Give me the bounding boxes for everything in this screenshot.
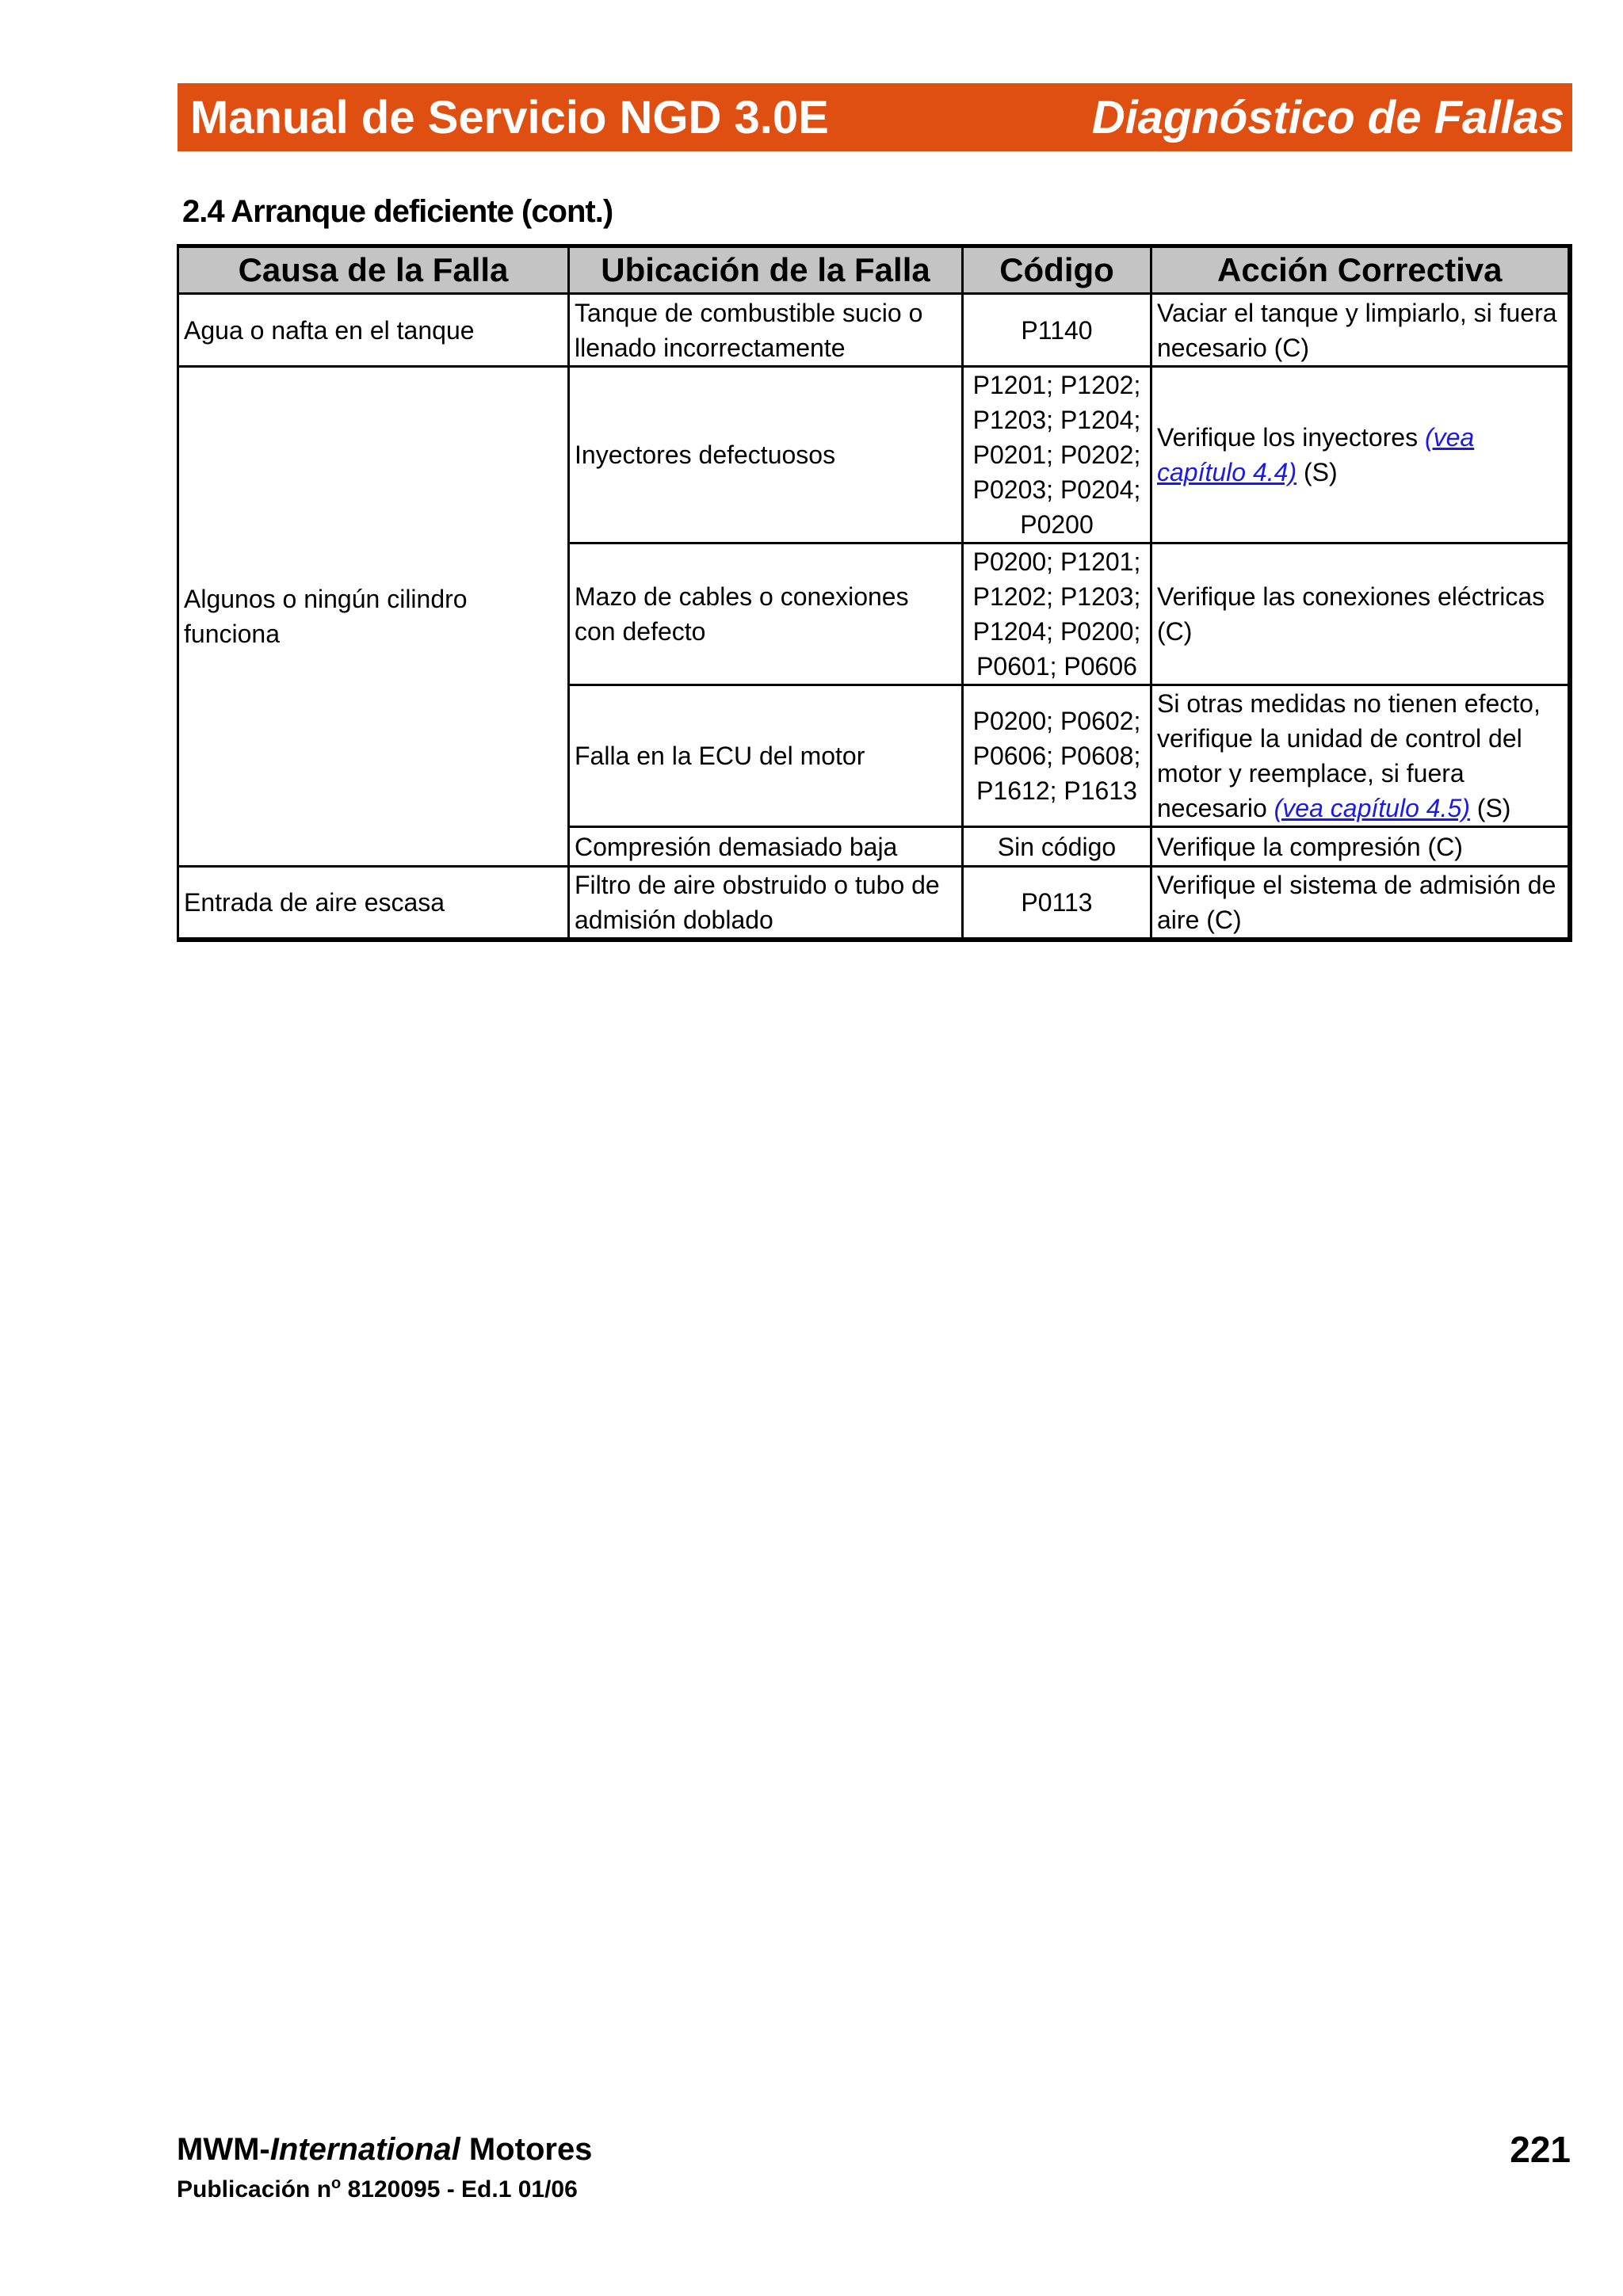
action-suffix: (S) — [1296, 458, 1338, 486]
action-text: Verifique los inyectores — [1157, 423, 1425, 452]
code-cell: P0113 — [963, 867, 1151, 940]
pub-prefix: Publicación n — [177, 2176, 332, 2203]
column-header-action: Acción Correctiva — [1151, 246, 1570, 294]
action-cell: Verifique las conexiones eléctricas (C) — [1151, 543, 1570, 685]
section-title: Diagnóstico de Fallas — [1091, 91, 1564, 143]
location-cell: Falla en la ECU del motor — [569, 685, 963, 827]
subsection-heading: 2.4 Arranque deficiente (cont.) — [182, 194, 613, 229]
location-cell: Mazo de cables o conexiones con defecto — [569, 543, 963, 685]
manual-title: Manual de Servicio NGD 3.0E — [190, 91, 829, 143]
action-cell: Verifique el sistema de admisión de aire (C) — [1151, 867, 1570, 940]
page-number: 221 — [1510, 2129, 1571, 2170]
location-cell: Filtro de aire obstruido o tubo de admisión doblado — [569, 867, 963, 940]
cause-cell: Algunos o ningún cilindro funciona — [178, 367, 569, 867]
column-header-code: Código — [963, 246, 1151, 294]
publisher-brand — [177, 2132, 592, 2168]
chapter-reference-link[interactable]: (vea capítulo 4.5) — [1274, 794, 1470, 822]
publication-number — [177, 2175, 578, 2203]
action-cell: Verifique la compresión (C) — [1151, 827, 1570, 867]
brand-italic: International — [269, 2132, 460, 2167]
location-cell: Inyectores defectuosos — [569, 367, 963, 543]
table-row — [178, 867, 1570, 940]
location-cell: Tanque de combustible sucio o llenado incorrectamente — [569, 294, 963, 367]
action-cell — [1151, 685, 1570, 827]
fault-table — [177, 244, 1572, 942]
table-header-row — [178, 246, 1570, 294]
action-cell — [1151, 367, 1570, 543]
brand-prefix: MWM- — [177, 2132, 270, 2167]
pub-superscript: o — [331, 2175, 342, 2192]
chapter-reference-link[interactable]: (vea capítulo 4.4) — [1157, 423, 1475, 486]
pub-suffix: 8120095 - Ed.1 01/06 — [341, 2176, 578, 2203]
cause-cell: Agua o nafta en el tanque — [178, 294, 569, 367]
table-row — [178, 367, 1570, 543]
code-cell: Sin código — [963, 827, 1151, 867]
code-cell: P1201; P1202; P1203; P1204; P0201; P0202; P0203; P0204; P0200 — [963, 367, 1151, 543]
code-cell: P0200; P0602; P0606; P0608; P1612; P1613 — [963, 685, 1151, 827]
table-row — [178, 294, 1570, 367]
location-cell: Compresión demasiado baja — [569, 827, 963, 867]
column-header-location: Ubicación de la Falla — [569, 246, 963, 294]
column-header-cause: Causa de la Falla — [178, 246, 569, 294]
brand-suffix: Motores — [460, 2132, 593, 2167]
action-cell: Vaciar el tanque y limpiarlo, si fuera necesario (C) — [1151, 294, 1570, 367]
code-cell: P1140 — [963, 294, 1151, 367]
code-cell: P0200; P1201; P1202; P1203; P1204; P0200; P0601; P0606 — [963, 543, 1151, 685]
action-text: Si otras medidas no tienen efecto, verifique la unidad de control del motor y reemplace, si fuera necesario — [1157, 689, 1541, 822]
action-suffix: (S) — [1469, 794, 1511, 822]
cause-cell: Entrada de aire escasa — [178, 867, 569, 940]
page-header — [178, 83, 1572, 151]
